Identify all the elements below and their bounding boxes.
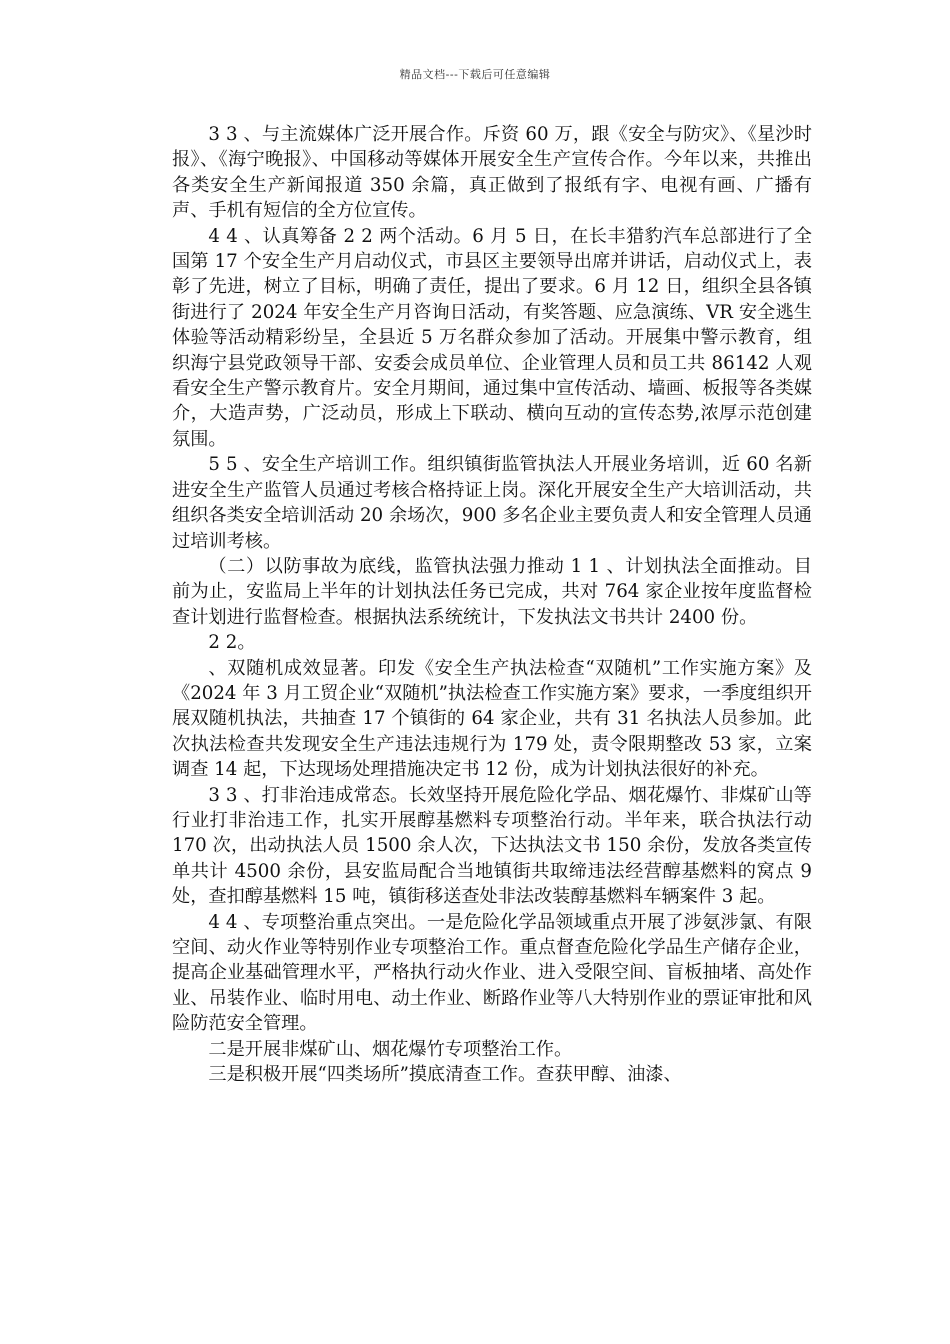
paragraph-5: 2 2。	[208, 632, 256, 654]
paragraph-1: 3 3 、与主流媒体广泛开展合作。斥资 60 万，跟《安全与防灾》、《星沙时报》、《海宁晚报》、中国移动等媒体开展安全生产宣传合作。今年以来，共推出各类安全生产新闻报道 350 余篇，真正做到了报纸有字、电视有画、广播有声、手机有短信的全方位宣传。	[172, 124, 812, 222]
paragraph-3: 5 5 、安全生产培训工作。组织镇街监管执法人开展业务培训，近 60 名新进安全生产监管人员通过考核合格持证上岗。深化开展安全生产大培训活动，共组织各类安全培训活动 20 余场次，900 多名企业主要负责人和安全管理人员通过培训考核。	[172, 454, 812, 552]
paragraph-7: 3 3 、打非治违成常态。长效坚持开展危险化学品、烟花爆竹、非煤矿山等行业打非治违工作，扎实开展醇基燃料专项整治行动。半年来，联合执法行动 170 次，出动执法人员 1500 余人次，下达执法文书 150 余份，发放各类宣传单共计 4500 余份，县安监局配合当地镇街共取缔违法经营醇基燃料的窝点 9 处，查扣醇基燃料 15 吨，镇街移送查处非法改装醇基燃料车辆案件 3 起。	[172, 784, 818, 908]
page-header: 精品文档---下载后可任意编辑	[399, 68, 551, 81]
paragraph-2: 4 4 、认真筹备 2 2 两个活动。6 月 5 日，在长丰猎豹汽车总部进行了全国第 17 个安全生产月启动仪式，市县区主要领导出席并讲话，启动仪式上，表彰了先进，树立了目标，明确了责任，提出了要求。6 月 12 日，组织全县各镇街进行了 2024 年安全生产月咨询日活动，有奖答题、应急演练、VR 安全逃生体验等活动精彩纷呈，全县近 5 万名群众参加了活动。开展集中警示教育，组织海宁县党政领导干部、安委会成员单位、企业管理人员和员工共 86142 人观看安全生产警示教育片。安全月期间，通过集中宣传活动、墙画、板报等各类媒介，大造声势，广泛动员，形成上下联动、横向互动的宣传态势,浓厚示范创建氛围。	[172, 225, 812, 450]
document-body	[172, 122, 818, 1087]
paragraph-10: 三是积极开展“四类场所”摸底清查工作。查获甲醇、油漆、	[208, 1064, 682, 1086]
paragraph-6: 、双随机成效显著。印发《安全生产执法检查“双随机”工作实施方案》及《2024 年 3 月工贸企业“双随机”执法检查工作实施方案》要求，一季度组织开展双随机执法，共抽查 17 个镇街的 64 家企业，共有 31 名执法人员参加。此次执法检查共发现安全生产违法违规行为 179 处，责令限期整改 53 家，立案调查 14 起，下达现场处理措施决定书 12 份，成为计划执法很好的补充。	[172, 657, 812, 781]
paragraph-9: 二是开展非煤矿山、烟花爆竹专项整治工作。	[208, 1038, 573, 1060]
paragraph-4: （二）以防事故为底线，监管执法强力推动 1 1 、计划执法全面推动。目前为止，安监局上半年的计划执法任务已完成，共对 764 家企业按年度监督检查计划进行监督检查。根据执法系统统计，下发执法文书共计 2400 份。	[172, 555, 812, 628]
paragraph-8: 4 4 、专项整治重点突出。一是危险化学品领域重点开展了涉氨涉氯、有限空间、动火作业等特别作业专项整治工作。重点督查危险化学品生产储存企业，提高企业基础管理水平，严格执行动火作业、进入受限空间、盲板抽堵、高处作业、吊装作业、临时用电、动土作业、断路作业等八大特别作业的票证审批和风险防范安全管理。	[172, 911, 812, 1035]
